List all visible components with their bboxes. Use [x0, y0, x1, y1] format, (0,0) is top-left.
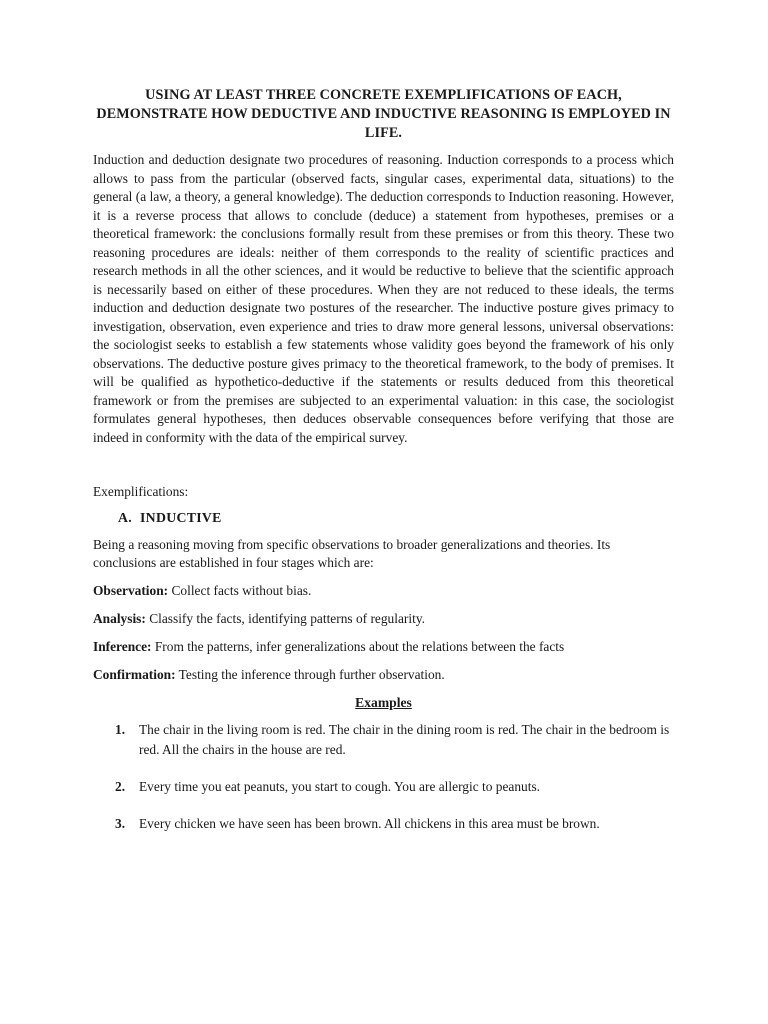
- section-heading-inductive: [118, 509, 674, 527]
- list-item: [93, 720, 674, 760]
- stage-text: Classify the facts, identifying patterns of regularity.: [145, 611, 425, 626]
- examples-heading: Examples: [355, 695, 412, 710]
- list-item-number: 3.: [115, 816, 126, 831]
- stage-term: Inference:: [93, 639, 152, 654]
- inductive-lead-paragraph: Being a reasoning moving from specific observations to broader generalizations and theories. Its conclusions are established in four stages which are:: [93, 537, 611, 570]
- list-item-text: The chair in the living room is red. The chair in the dining room is red. The chair in the bedroom is red. All the chairs in the house are red.: [139, 722, 670, 757]
- stage-term: Analysis:: [93, 611, 146, 626]
- document-page: [93, 86, 674, 851]
- stage-inference: [93, 638, 674, 656]
- section-letter: A.: [118, 510, 133, 525]
- stage-term: Observation:: [93, 583, 169, 598]
- document-title: USING AT LEAST THREE CONCRETE EXEMPLIFICATIONS OF EACH, DEMONSTRATE HOW DEDUCTIVE AND INDUCTIVE REASONING IS EMPLOYED IN LIFE.: [96, 87, 671, 141]
- intro-paragraph: Induction and deduction designate two procedures of reasoning. Induction corresponds to a process which allows to pass from the particular (observed facts, singular cases, experimental data, situations) to the general (a law, a theory, a general knowledge). The deduction corresponds to Induction reasoning. However, it is a reverse process that allows to conclude (deduce) a statement from hypotheses, premises or a theoretical framework: the conclusions formally result from these premises or from this theory. These two reasoning procedures are ideals: neither of them corresponds to the reality of scientific practices and research methods in all the other sciences, and it would be reductive to believe that the scientific approach is necessarily based on either of these procedures. When they are not reduced to these ideals, the terms induction and deduction designate two postures of the researcher. The inductive posture gives primacy to investigation, observation, even experience and tries to draw more general lessons, universal observations: the sociologist seeks to establish a few statements whose validity goes beyond the framework of his only observations. The deductive posture gives primacy to the theoretical framework, to the body of premises. It will be qualified as hypothetico-deductive if the statements or results deduced from this theoretical framework or from the premises are subjected to an experimental valuation: in this case, the sociologist formulates general hypotheses, then deduces observable consequences before verifying that those are indeed in conformity with the data of the empirical survey.: [93, 152, 674, 445]
- stage-analysis: [93, 610, 674, 628]
- examples-list: [93, 720, 674, 834]
- stage-text: Testing the inference through further observation.: [175, 667, 445, 682]
- list-item: [93, 814, 674, 834]
- list-item-text: Every time you eat peanuts, you start to cough. You are allergic to peanuts.: [139, 779, 541, 794]
- list-item-number: 2.: [115, 779, 126, 794]
- stage-confirmation: [93, 666, 674, 684]
- section-heading-text: INDUCTIVE: [140, 510, 222, 525]
- exemplifications-label: Exemplifications:: [93, 484, 189, 499]
- stage-observation: [93, 582, 674, 600]
- stage-term: Confirmation:: [93, 667, 176, 682]
- list-item-text: Every chicken we have seen has been brown. All chickens in this area must be brown.: [139, 816, 600, 831]
- list-item-number: 1.: [115, 722, 126, 737]
- list-item: [93, 777, 674, 797]
- stage-text: From the patterns, infer generalizations about the relations between the facts: [151, 639, 565, 654]
- stage-text: Collect facts without bias.: [168, 583, 312, 598]
